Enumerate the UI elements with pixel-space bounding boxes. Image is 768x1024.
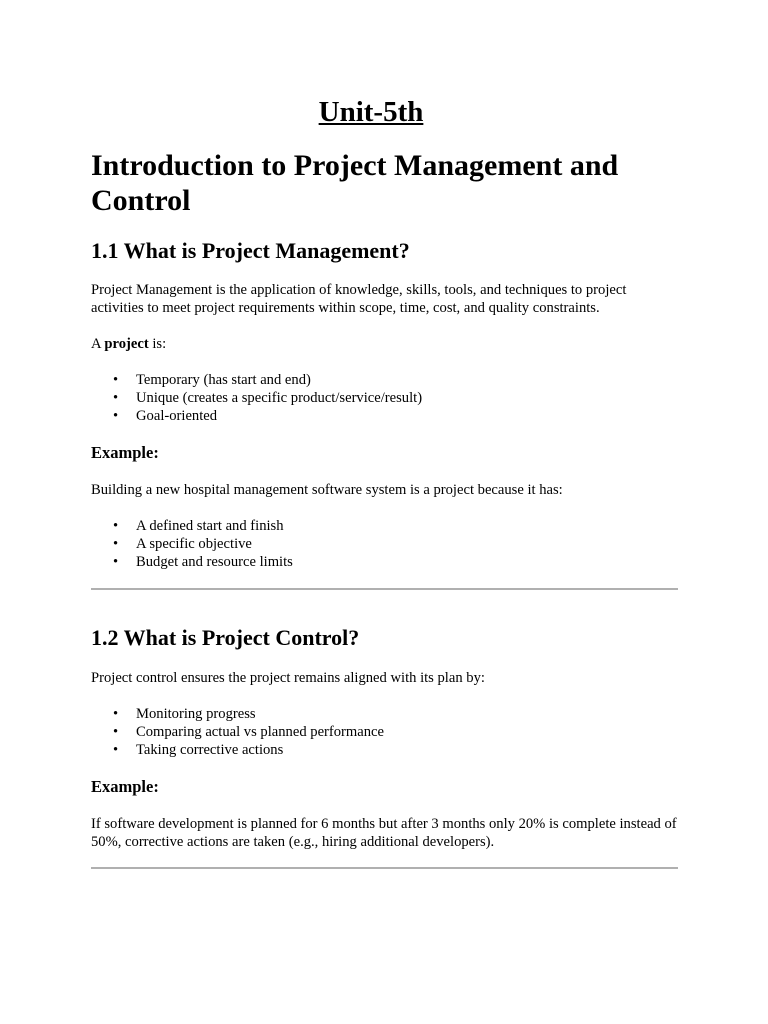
list-item [91, 371, 422, 389]
section1-example-text: Building a new hospital management software system is a project because it has: [91, 482, 563, 498]
list-item [91, 553, 293, 571]
section1-intro: Project Management is the application of knowledge, skills, tools, and techniques to project activities to meet project requirements within scope, time, cost, and quality constraints. [91, 282, 627, 316]
list-item [91, 407, 422, 425]
main-title: Introduction to Project Management and Control [91, 149, 619, 217]
section-divider [91, 867, 678, 869]
project-line-bold: project [104, 336, 149, 352]
list-item-text: Budget and resource limits [136, 554, 293, 570]
section2-heading: 1.2 What is Project Control? [91, 625, 360, 650]
bullet-icon: • [113, 536, 119, 552]
bullet-icon: • [113, 518, 119, 534]
unit-title: Unit-5th [318, 96, 424, 128]
project-line-prefix: A [91, 336, 105, 352]
list-item [91, 389, 422, 407]
section1-example-label: Example: [91, 443, 159, 462]
section2-example-label: Example: [91, 777, 159, 796]
bullet-icon: • [113, 390, 119, 406]
list-item [91, 741, 384, 759]
list-item-text: Temporary (has start and end) [136, 372, 311, 388]
bullet-icon: • [113, 554, 119, 570]
project-definition-line [91, 335, 678, 353]
example-traits-list [91, 517, 293, 571]
project-line-suffix: is: [148, 336, 167, 352]
section1-heading: 1.1 What is Project Management? [91, 238, 410, 263]
section-divider [91, 588, 678, 590]
list-item [91, 705, 384, 723]
bullet-icon: • [113, 742, 119, 758]
bullet-icon: • [113, 706, 119, 722]
bullet-icon: • [113, 724, 119, 740]
bullet-icon: • [113, 408, 119, 424]
section2-intro: Project control ensures the project remains aligned with its plan by: [91, 670, 485, 686]
project-traits-list [91, 371, 422, 425]
list-item-text: Taking corrective actions [136, 742, 284, 758]
list-item-text: Monitoring progress [136, 706, 256, 722]
list-item-text: Comparing actual vs planned performance [136, 724, 385, 740]
list-item [91, 535, 293, 553]
list-item [91, 723, 384, 741]
list-item-text: A defined start and finish [136, 518, 284, 534]
bullet-icon: • [113, 372, 119, 388]
list-item-text: A specific objective [136, 536, 252, 552]
control-actions-list [91, 705, 384, 759]
list-item-text: Goal-oriented [136, 408, 218, 424]
list-item [91, 517, 293, 535]
section2-example-text: If software development is planned for 6 months but after 3 months only 20% is complete instead of 50%, corrective actions are taken (e.g., hiring additional developers). [91, 816, 677, 850]
list-item-text: Unique (creates a specific product/service/result) [136, 390, 423, 406]
